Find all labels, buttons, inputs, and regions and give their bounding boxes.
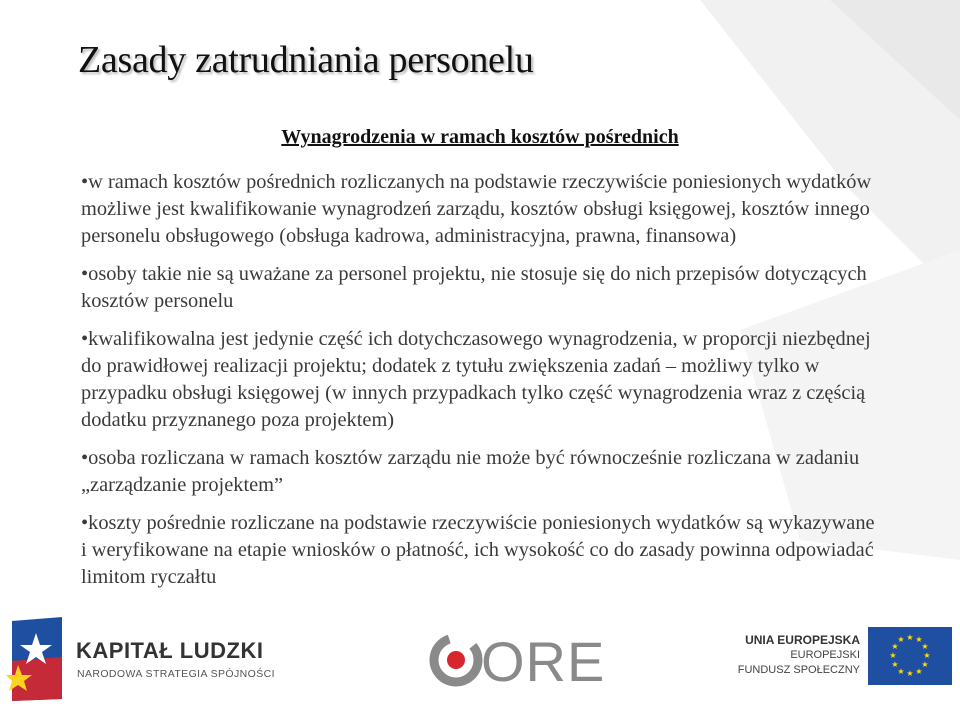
- ore-logo: [425, 629, 606, 693]
- svg-text:★: ★: [923, 651, 931, 660]
- slide-subtitle: Wynagrodzenia w ramach kosztów pośrednich: [281, 126, 679, 148]
- svg-text:★: ★: [897, 635, 905, 644]
- bullet-item: •osoby takie nie są uważane za personel projektu, nie stosuje się do nich przepisów dotyczących kosztów personelu: [81, 263, 867, 312]
- svg-text:★: ★: [906, 669, 914, 678]
- svg-text:★: ★: [921, 660, 929, 669]
- svg-text:★: ★: [891, 642, 899, 651]
- svg-text:★: ★: [921, 642, 929, 651]
- kapital-ludzki-title: KAPITAŁ LUDZKI: [76, 638, 264, 663]
- bullet-item: •osoba rozliczana w ramach kosztów zarządu nie może być równocześnie rozliczana w zadaniu „zarządzanie projektem”: [81, 447, 860, 496]
- kapital-ludzki-subtitle: NARODOWA STRATEGIA SPÓJNOŚCI: [77, 668, 275, 680]
- bullet-item: •koszty pośrednie rozliczane na podstawie rzeczywiście poniesionych wydatków są wykazywane i weryfikowane na etapie wniosków o płatność, ich wysokość co do zasady powinna odpowiadać limitom ryczałtu: [81, 512, 875, 588]
- svg-text:★: ★: [889, 651, 897, 660]
- svg-text:★: ★: [915, 635, 923, 644]
- svg-text:★: ★: [897, 667, 905, 676]
- bullet-item: •kwalifikowalna jest jedynie część ich dotychczasowego wynagrodzenia, w proporcji niezbędnej do prawidłowej realizacji projektu; dodatek z tytułu zwiększenia zadań – możliwy tylko w przypadku obsługi księgowej (w innych przypadkach tylko część wynagrodzenia wraz z częścią dodatku przyznanego poza projektem): [81, 328, 871, 431]
- svg-text:★: ★: [906, 633, 914, 642]
- eu-title: UNIA EUROPEJSKA: [745, 633, 860, 647]
- slide-title: Zasady zatrudniania personelu: [78, 39, 534, 81]
- bullet-item: •w ramach kosztów pośrednich rozliczanych na podstawie rzeczywiście poniesionych wydatków możliwe jest kwalifikowanie wynagrodzeń zarządu, kosztów obsługi księgowej, kosztów innego personelu obsługowego (obsługa kadrowa, administracyjna, prawna, finansowa): [81, 171, 872, 247]
- eu-fund-line-2: FUNDUSZ SPOŁECZNY: [737, 664, 860, 676]
- eu-fund-line-1: EUROPEJSKI: [790, 649, 860, 661]
- ore-logo-text: ORE: [481, 630, 606, 693]
- kapital-ludzki-flag-icon: [6, 615, 66, 703]
- eu-flag-icon: [868, 627, 952, 685]
- bullet-list: [81, 169, 881, 602]
- svg-text:★: ★: [891, 660, 899, 669]
- footer-logos: [0, 605, 960, 712]
- svg-text:★: ★: [915, 667, 923, 676]
